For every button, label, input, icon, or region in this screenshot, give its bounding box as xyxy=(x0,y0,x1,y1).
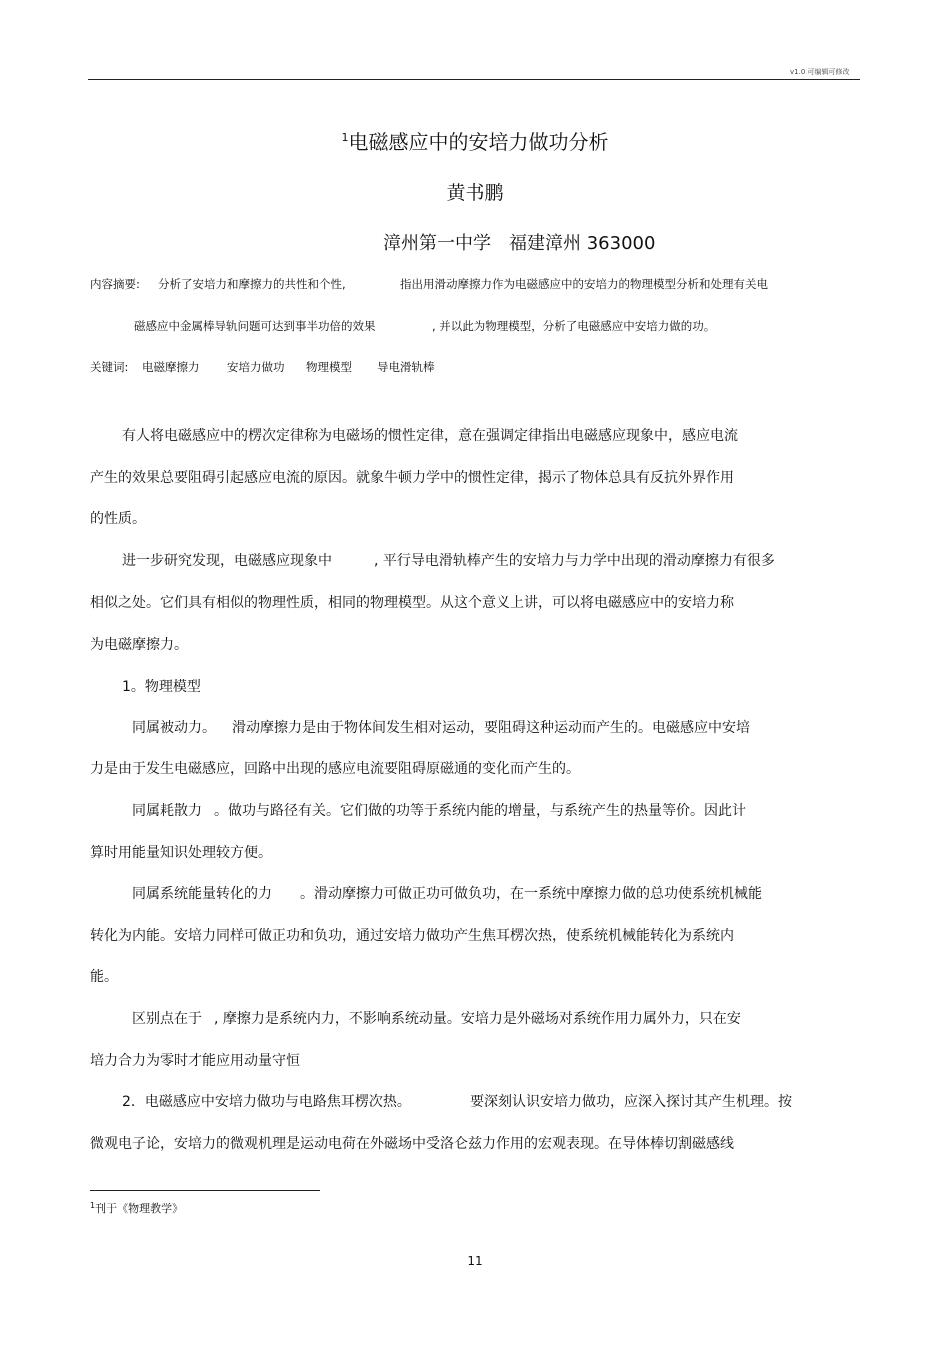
body-line: 。滑动摩擦力可做正功可做负功，在一系统中摩擦力做的总功使系统机械能 xyxy=(300,886,762,902)
keyword-item: 电磁摩擦力 xyxy=(142,360,200,374)
affiliation: 漳州第一中学 福建漳州 363000 xyxy=(383,233,656,254)
abstract-line1a: 分析了安培力和摩擦力的共性和个性, xyxy=(158,277,346,291)
keyword-item: 安培力做功 xyxy=(227,360,285,374)
body-line: 能。 xyxy=(90,969,118,985)
keyword-item: 导电滑轨棒 xyxy=(377,360,435,374)
footnote-mark: 1 xyxy=(90,1201,96,1210)
abstract-label: 内容摘要: xyxy=(90,277,140,291)
body-line: 培力合力为零时才能应用动量守恒 xyxy=(90,1053,300,1069)
body-line: 滑动摩擦力是由于物体间发生相对运动，要阻碍这种运动而产生的。电磁感应中安培 xyxy=(232,720,750,736)
header-rule xyxy=(88,79,860,80)
header-version-note: v1.0 可编辑可修改 xyxy=(790,68,850,76)
body-line: 算时用能量知识处理较方便。 xyxy=(90,845,272,861)
page-title xyxy=(0,126,950,155)
abstract-line2b: , 并以此为物理模型，分析了电磁感应中安培力做的功。 xyxy=(432,319,716,333)
body-line: , 平行导电滑轨棒产生的安培力与力学中出现的滑动摩擦力有很多 xyxy=(374,553,775,569)
keyword-item: 物理模型 xyxy=(306,360,352,374)
body-line: 力是由于发生电磁感应，回路中出现的感应电流要阻碍原磁通的变化而产生的。 xyxy=(90,761,580,777)
footnote-text: 刊于《物理教学》 xyxy=(95,1202,184,1215)
title-footnote-mark: 1 xyxy=(341,131,349,144)
keywords-label: 关键词: xyxy=(90,360,129,374)
footnote-rule xyxy=(90,1190,320,1191)
title-text: 电磁感应中的安培力做功分析 xyxy=(348,130,609,154)
body-line: 产生的效果总要阻碍引起感应电流的原因。就象牛顿力学中的惯性定律，揭示了物体总具有反抗外界作用 xyxy=(90,470,734,486)
body-line: 同属耗散力 xyxy=(132,803,202,819)
body-line: 进一步研究发现，电磁感应现象中 xyxy=(122,553,332,569)
body-line: 同属系统能量转化的力 xyxy=(132,886,272,902)
footnote xyxy=(90,1200,183,1216)
abstract-line1b: 指出用滑动摩擦力作为电磁感应中的安培力的物理模型分析和处理有关电 xyxy=(400,277,768,291)
body-line: 转化为内能。安培力同样可做正功和负功，通过安培力做功产生焦耳楞次热，使系统机械能转化为系统内 xyxy=(90,928,734,944)
body-line: 为电磁摩擦力。 xyxy=(90,637,188,653)
body-line: 同属被动力。 xyxy=(132,720,216,736)
body-line: , 摩擦力是系统内力，不影响系统动量。安培力是外磁场对系统作用力属外力，只在安 xyxy=(214,1011,741,1027)
body-line: 。做功与路径有关。它们做的功等于系统内能的增量，与系统产生的热量等价。因此计 xyxy=(214,803,746,819)
body-line: 有人将电磁感应中的楞次定律称为电磁场的惯性定律，意在强调定律指出电磁感应现象中，感应电流 xyxy=(122,428,738,444)
body-line: 要深刻认识安培力做功，应深入探讨其产生机理。按 xyxy=(470,1094,792,1110)
page-number: 11 xyxy=(467,1254,483,1268)
body-line: 微观电子论，安培力的微观机理是运动电荷在外磁场中受洛仑兹力作用的宏观表现。在导体棒切割磁感线 xyxy=(90,1136,734,1152)
abstract-line2a: 磁感应中金属棒导轨问题可达到事半功倍的效果 xyxy=(134,319,376,333)
body-line: 相似之处。它们具有相似的物理性质，相同的物理模型。从这个意义上讲，可以将电磁感应中的安培力称 xyxy=(90,595,734,611)
body-line: 区别点在于 xyxy=(132,1011,202,1027)
body-line: 的性质。 xyxy=(90,511,146,527)
section-heading: 1。物理模型 xyxy=(122,679,201,695)
author: 黄书鹏 xyxy=(446,182,504,204)
section-heading: 2．电磁感应中安培力做功与电路焦耳楞次热。 xyxy=(122,1094,411,1110)
